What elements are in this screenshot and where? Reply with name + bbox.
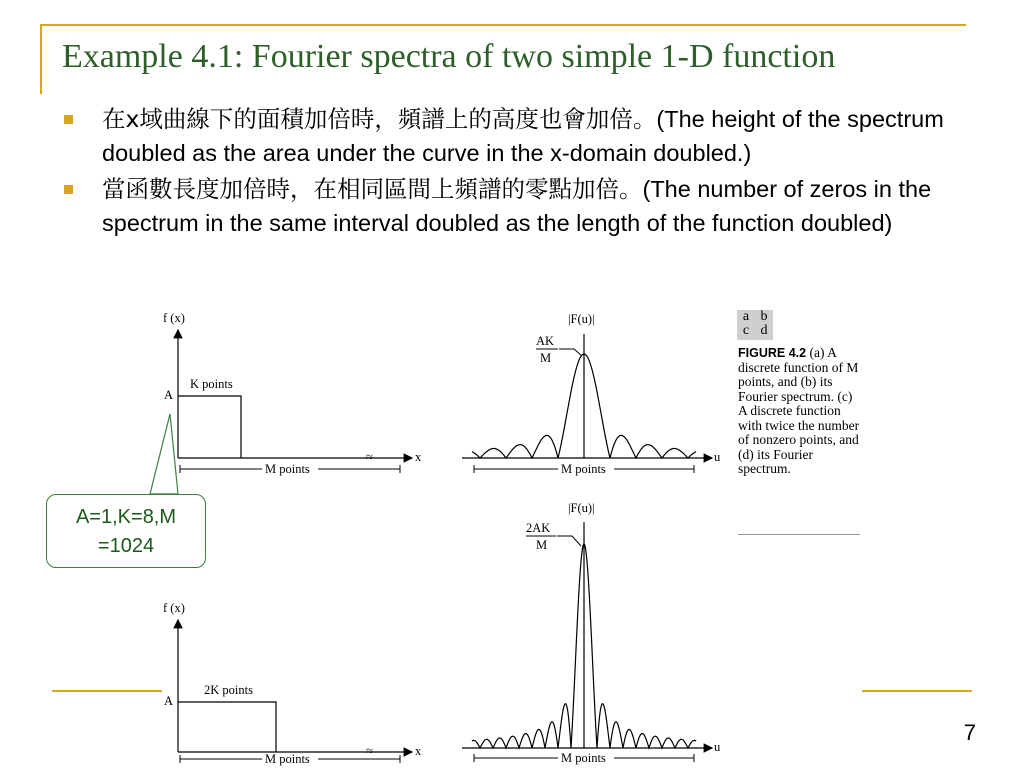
x-axis-label: x — [415, 450, 422, 464]
caption-rule — [738, 534, 860, 535]
2ak-denominator: M — [536, 538, 548, 552]
bullet-cjk-text: 當函數長度加倍時，在相同區間上頻譜的零點加倍。 — [102, 175, 643, 203]
bullet-cjk-text: 在x域曲線下的面積加倍時，頻譜上的高度也會加倍。 — [102, 105, 657, 133]
amplitude-label: A — [164, 388, 174, 402]
panel-b-spectrum — [462, 312, 721, 476]
2k-points-label: 2K points — [204, 683, 253, 697]
figure-caption-text: (a) A discrete function of M points, and (b) its Fourier spectrum. (c) A discrete function with twice the number of nonzero points, and (d) its Fourier spectrum. — [738, 345, 860, 476]
footer-rule-right — [862, 690, 972, 692]
footer-rule-left — [52, 690, 162, 692]
panel-c-function — [163, 601, 422, 766]
bullet-english-text: (The number of zeros in the spectrum in the same interval doubled as the length of the function doubled) — [102, 176, 932, 236]
parameter-callout — [46, 494, 206, 568]
callout-line-2: =1024 — [97, 535, 155, 557]
ak-numerator: AK — [536, 334, 555, 348]
svg-text:≈: ≈ — [366, 744, 373, 758]
fx-label: f (x) — [163, 311, 185, 325]
figure-panel-key: a b c d — [737, 310, 773, 340]
figure-caption — [738, 346, 863, 477]
x-axis-label: x — [415, 744, 422, 758]
m-points-label: M points — [265, 462, 310, 476]
u-axis-label: u — [714, 450, 721, 464]
2ak-numerator: 2AK — [526, 521, 551, 535]
u-axis-label: u — [714, 740, 721, 754]
figure-label: FIGURE 4.2 — [738, 346, 807, 360]
slide-title: Example 4.1: Fourier spectra of two simple 1-D function — [62, 38, 836, 75]
fx-label: f (x) — [163, 601, 185, 615]
panel-a-function — [163, 311, 422, 476]
m-points-label: M points — [265, 752, 310, 766]
ak-denominator: M — [540, 351, 552, 365]
Fu-label: |F(u)| — [568, 312, 595, 326]
amplitude-label: A — [164, 694, 174, 708]
bullet-english-text: (The height of the spectrum doubled as the area under the curve in the x-domain doubled.) — [102, 106, 944, 166]
Fu-label: |F(u)| — [568, 501, 595, 515]
panel-d-spectrum — [462, 501, 721, 765]
m-points-label: M points — [561, 751, 606, 765]
page-number: 7 — [963, 720, 976, 745]
k-points-label: K points — [190, 377, 233, 391]
svg-text:≈: ≈ — [366, 450, 373, 464]
callout-line-1: A=1,K=8,M — [75, 506, 177, 528]
m-points-label: M points — [561, 462, 606, 476]
callout-pointer — [150, 414, 178, 494]
